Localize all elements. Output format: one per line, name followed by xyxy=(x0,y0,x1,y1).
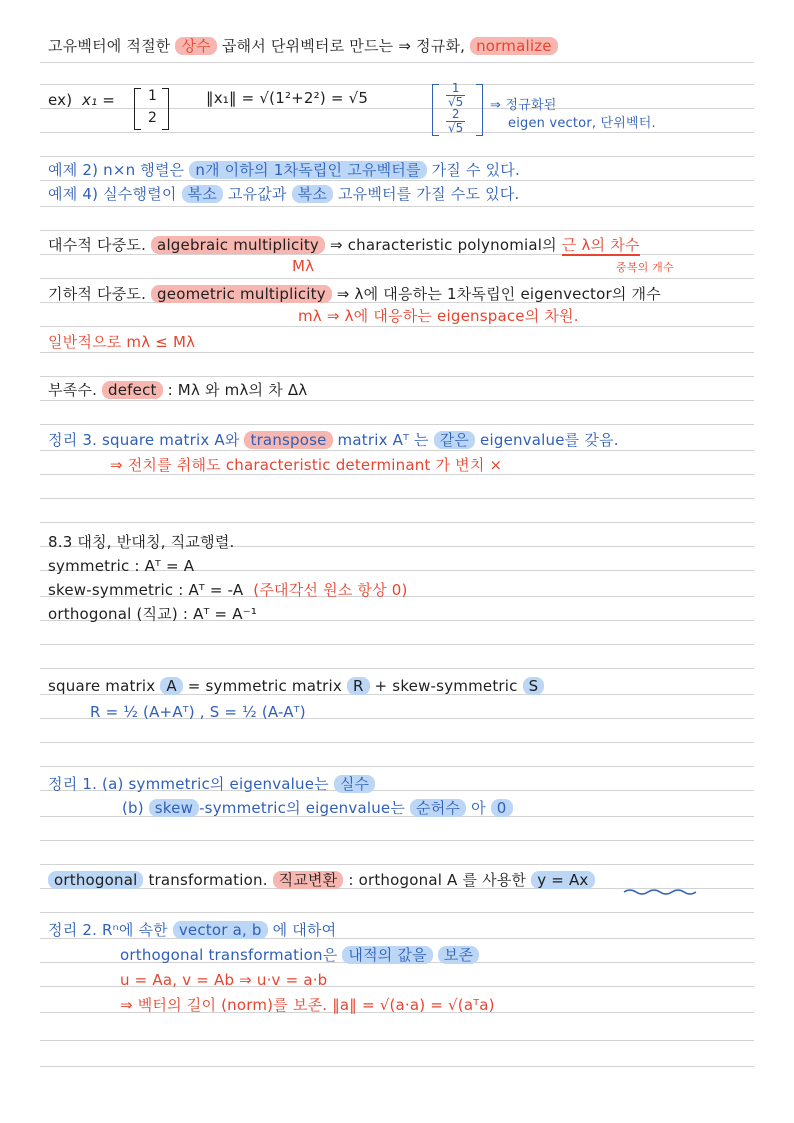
norm-expression: ‖x₁‖ = √(1²+2²) = √5 xyxy=(206,89,369,107)
orthogonal-def: orthogonal (직교) : Aᵀ = A⁻¹ xyxy=(48,605,258,623)
M-lambda: Mλ xyxy=(292,257,315,275)
unit-vector-left-bracket xyxy=(432,84,439,136)
symmetric-def: symmetric : Aᵀ = A xyxy=(48,557,195,575)
matrix-left-bracket xyxy=(134,88,141,130)
decomposition-line: square matrix A = symmetric matrix R + skew-symmetric S xyxy=(48,676,544,696)
theorem-2-preserve: orthogonal transformation은 내적의 값을 보존 xyxy=(120,945,479,965)
matrix-right-bracket xyxy=(162,88,169,130)
complex-highlight-1: 복소 xyxy=(182,185,223,203)
A-circle: A xyxy=(160,677,182,695)
unit-vector-right-bracket xyxy=(476,84,483,136)
S-circle: S xyxy=(523,677,545,695)
zero-highlight: 0 xyxy=(491,799,513,817)
geometric-highlight: geometric multiplicity xyxy=(151,285,332,303)
general-inequality: 일반적으로 mλ ≤ Mλ xyxy=(48,333,196,351)
x1-equals: x₁ = xyxy=(82,91,116,109)
geometric-multiplicity-line: 기하적 다중도. geometric multiplicity ⇒ λ에 대응하는 1차독립인 eigenvector의 개수 xyxy=(48,285,661,303)
vector-ab-highlight: vector a, b xyxy=(173,921,268,939)
diagonal-note: (주대각선 원소 항상 0) xyxy=(253,581,408,599)
theorem-3-note: ⇒ 전치를 취해도 characteristic determinant 가 변치 × xyxy=(110,456,503,474)
eigen-vector-note: eigen vector, 단위벡터. xyxy=(508,116,656,131)
unit-vector-top: $\frac{1}{√5}$ xyxy=(448,81,464,109)
normalize-highlight: normalize xyxy=(470,37,558,55)
skew-highlight: skew xyxy=(149,799,199,817)
constant-highlight: 상수 xyxy=(175,37,216,55)
R-circle: R xyxy=(347,677,370,695)
normalize-line: 고유벡터에 적절한 상수 곱해서 단위벡터로 만드는 ⇒ 정규화, normalize xyxy=(48,36,558,56)
root-order: 근 λ의 차수 xyxy=(561,236,640,254)
ex-label: ex) xyxy=(48,91,73,109)
R-S-formula: R = ½ (A+Aᵀ) , S = ½ (A-Aᵀ) xyxy=(90,703,306,721)
section-8-3-title: 8.3 대칭, 반대칭, 직교행렬. xyxy=(48,533,235,551)
y-Ax-squiggle xyxy=(622,888,700,896)
real-highlight: 실수 xyxy=(334,775,375,793)
same-highlight: 같은 xyxy=(434,431,475,449)
unit-vector-bottom: $\frac{2}{√5}$ xyxy=(448,107,464,135)
algebraic-highlight: algebraic multiplicity xyxy=(151,236,325,254)
y-Ax-highlight: y = Ax xyxy=(531,871,594,889)
multiplicity-count-note: 중복의 개수 xyxy=(616,261,674,274)
theorem-1a: 정리 1. (a) symmetric의 eigenvalue는 실수 xyxy=(48,774,375,794)
preserve-highlight: 보존 xyxy=(438,946,479,964)
norm-preserve: ⇒ 벡터의 길이 (norm)를 보존. ‖a‖ = √(a·a) = √(aᵀa) xyxy=(120,996,495,1014)
pure-imaginary-highlight: 순허수 xyxy=(410,799,466,817)
u-v-relation: u = Aa, v = Ab ⇒ u·v = a·b xyxy=(120,971,328,989)
independent-eigvec-highlight: n개 이하의 1차독립인 고유벡터를 xyxy=(189,161,426,179)
m-lambda-eigenspace: mλ ⇒ λ에 대응하는 eigenspace의 차원. xyxy=(298,307,579,325)
normalized-note: ⇒ 정규화된 xyxy=(490,98,557,113)
matrix-top: 1 xyxy=(148,88,157,104)
theorem-3: 정리 3. square matrix A와 transpose matrix Aᵀ 는 같은 eigenvalue를 갖음. xyxy=(48,431,619,449)
defect-highlight: defect xyxy=(102,381,163,399)
example-2: 예제 2) n×n 행렬은 n개 이하의 1차독립인 고유벡터를 가질 수 있다. xyxy=(48,161,520,179)
orthogonal-highlight: orthogonal xyxy=(48,871,143,889)
complex-highlight-2: 복소 xyxy=(292,185,333,203)
theorem-2: 정리 2. Rⁿ에 속한 vector a, b 에 대하여 xyxy=(48,921,337,939)
matrix-bottom: 2 xyxy=(148,110,157,126)
skew-symmetric-def: skew-symmetric : Aᵀ = -A (주대각선 원소 항상 0) xyxy=(48,581,408,599)
algebraic-multiplicity-line: 대수적 다중도. algebraic multiplicity ⇒ characteristic polynomial의 근 λ의 차수 xyxy=(48,236,640,254)
defect-line: 부족수. defect : Mλ 와 mλ의 차 Δλ xyxy=(48,381,308,399)
inner-product-highlight: 내적의 값을 xyxy=(342,946,432,964)
example-4: 예제 4) 실수행렬이 복소 고유값과 복소 고유벡터를 가질 수도 있다. xyxy=(48,185,520,203)
transpose-highlight: transpose xyxy=(244,431,332,449)
theorem-1b: (b) skew -symmetric의 eigenvalue는 순허수 아 0 xyxy=(122,798,513,818)
orthogonal-transformation-line: orthogonal transformation. 직교변환 : orthogonal A 를 사용한 y = Ax xyxy=(48,870,595,890)
orthogonal-transform-kr-highlight: 직교변환 xyxy=(273,871,344,889)
